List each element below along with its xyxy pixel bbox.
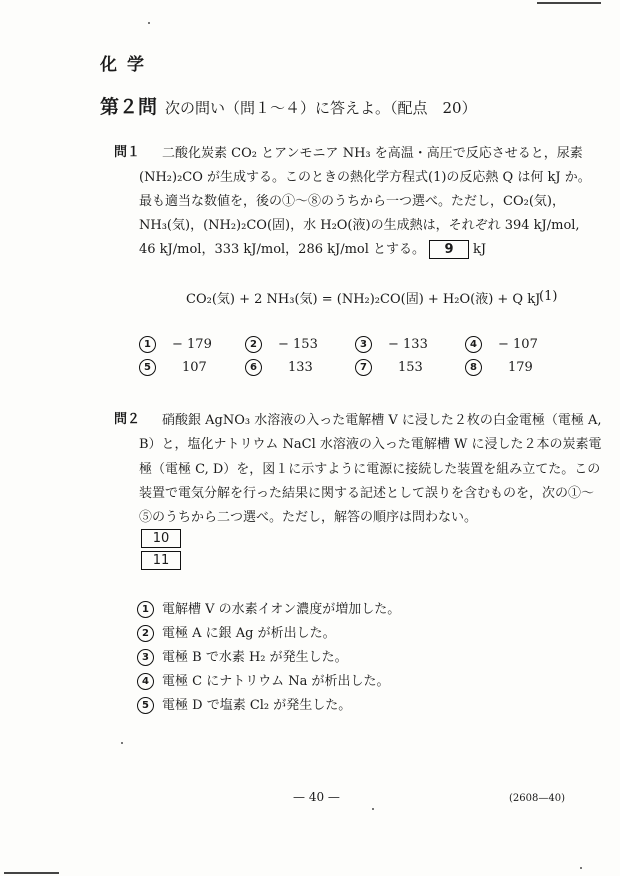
- choice-5: 5 107: [139, 359, 207, 376]
- subject-title: 化学: [100, 55, 154, 75]
- statement-2: 2 電極 A に銀 Ag が析出した。: [137, 622, 336, 642]
- q1-line-1: 二酸化炭素 CO₂ とアンモニア NH₃ を高温・高圧で反応させると，尿素: [162, 146, 583, 161]
- scan-speck: [121, 742, 123, 744]
- choice-6: 6 133: [245, 359, 313, 376]
- choice-8: 8 179: [465, 359, 533, 376]
- statement-3: 3 電極 B で水素 H₂ が発生した。: [137, 646, 348, 666]
- exam-code: (2608—40): [509, 793, 565, 804]
- scan-speck: [580, 867, 582, 869]
- q2-line-1: 硝酸銀 AgNO₃ 水溶液の入った電解槽 V に浸した２枚の白金電極（電極 A,: [162, 413, 602, 428]
- answer-box-10: 10: [141, 529, 181, 548]
- section-instruction: 次の問い（問１〜４）に答えよ。（配点 20）: [165, 99, 477, 117]
- answer-box-11: 11: [141, 551, 181, 570]
- statement-5: 5 電極 D で塩素 Cl₂ が発生した。: [137, 694, 351, 714]
- q1-line-5-text: 46 kJ/mol，333 kJ/mol，286 kJ/mol とする。: [139, 242, 426, 257]
- q1-unit: kJ: [473, 242, 487, 257]
- q2-line-4: 装置で電気分解を行った結果に関する記述として誤りを含むものを，次の①〜: [139, 486, 595, 501]
- choice-7: 7 153: [355, 359, 423, 376]
- q2-line-2: B）と，塩化ナトリウム NaCl 水溶液の入った電解槽 W に浸した２本の炭素電: [139, 437, 602, 452]
- q2-line-5: ⑤のうちから二つ選べ。ただし，解答の順序は問わない。: [139, 510, 478, 525]
- statement-1: 1 電解槽 V の水素イオン濃度が増加した。: [137, 598, 400, 618]
- choice-4: 4 − 107: [465, 336, 538, 353]
- choice-2: 2 − 153: [245, 336, 318, 353]
- scan-speck: [148, 22, 150, 24]
- choice-3: 3 − 133: [355, 336, 428, 353]
- q1-line-5: [139, 238, 486, 259]
- equation-number: (1): [539, 289, 558, 304]
- q1-line-3: 最も適当な数値を，後の①〜⑧のうちから一つ選べ。ただし，CO₂(気)，: [139, 194, 565, 209]
- top-rule: [537, 2, 601, 4]
- thermochemical-equation: CO₂(気) + 2 NH₃(気) = (NH₂)₂CO(固) + H₂O(液) + Q kJ: [186, 292, 541, 307]
- section-header: [100, 92, 477, 119]
- statement-4: 4 電極 C にナトリウム Na が析出した。: [137, 670, 389, 690]
- section-heading: 第２問: [100, 96, 158, 118]
- q1-line-2: (NH₂)₂CO が生成する。このときの熱化学方程式(1)の反応熱 Q は何 kJ か。: [139, 170, 591, 185]
- q2-line-3: 極（電極 C, D）を，図１に示すように電源に接続した装置を組み立てた。この: [139, 462, 601, 477]
- q2-label: 問２: [114, 412, 141, 427]
- bottom-rule: [4, 872, 59, 874]
- q1-line-4: NH₃(気)，(NH₂)₂CO(固)，水 H₂O(液)の生成熱は，それぞれ 394 kJ/mol,: [139, 218, 580, 233]
- q1-label: 問１: [114, 145, 141, 160]
- answer-box-9: 9: [429, 240, 469, 259]
- scan-speck: [372, 808, 374, 810]
- choice-1: 1 − 179: [139, 336, 212, 353]
- page-number: — 40 —: [293, 790, 340, 804]
